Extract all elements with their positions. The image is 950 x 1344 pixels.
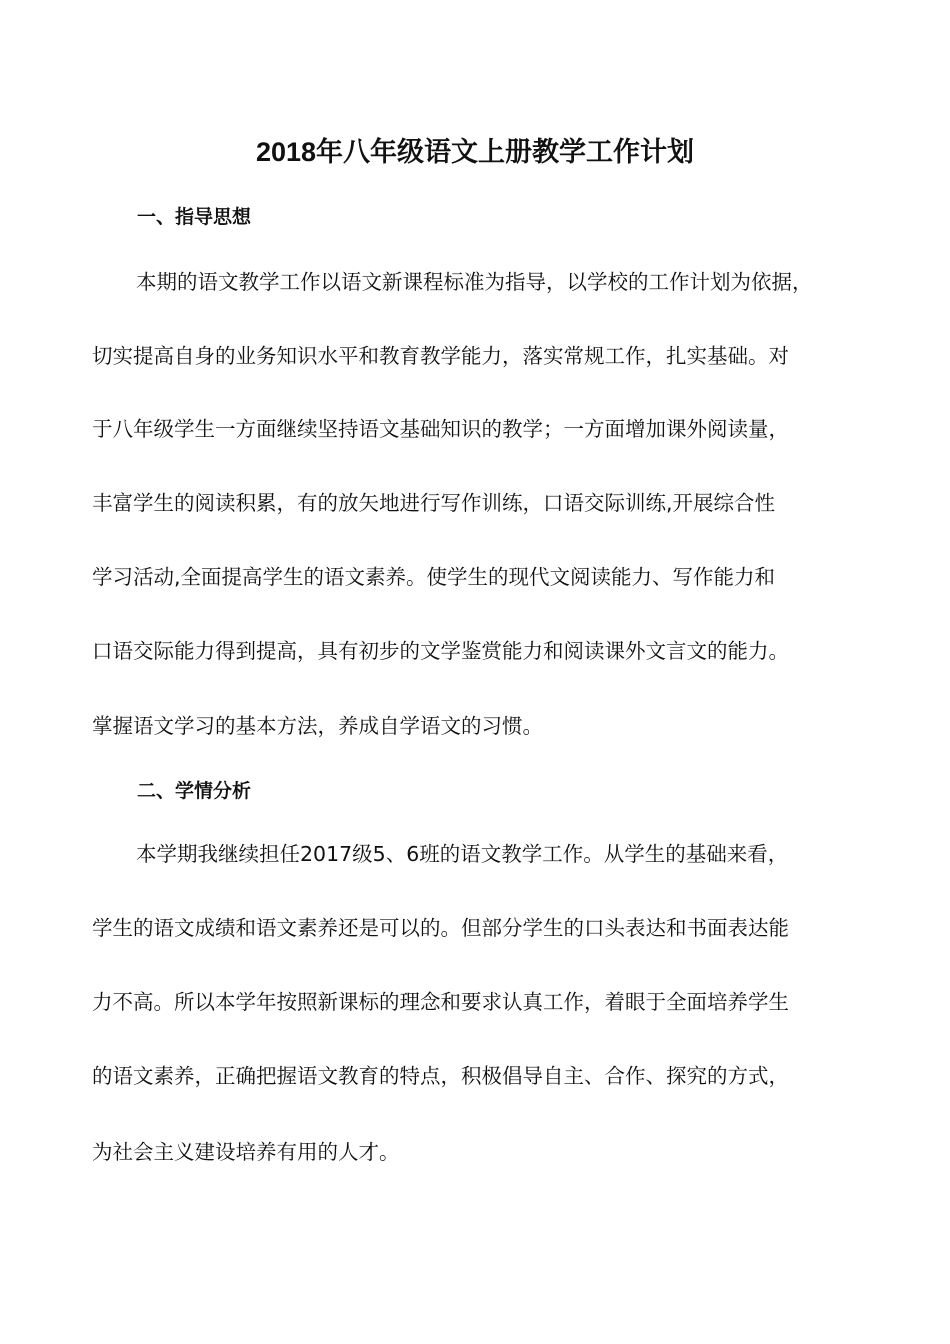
paragraph-line: 本学期我继续担任2017级5、6班的语文教学工作。从学生的基础来看，	[136, 842, 789, 866]
paragraph-line: 丰富学生的阅读积累，有的放矢地进行写作训练，口语交际训练,开展综合性	[92, 491, 776, 515]
paragraph-line: 为社会主义建设培养有用的人才。	[92, 1140, 400, 1164]
paragraph-line: 口语交际能力得到提高，具有初步的文学鉴赏能力和阅读课外文言文的能力。	[92, 639, 789, 663]
section-heading: 一、指导思想	[137, 206, 252, 228]
paragraph-line: 于八年级学生一方面继续坚持语文基础知识的教学；一方面增加课外阅读量，	[92, 417, 789, 441]
paragraph-line: 掌握语文学习的基本方法，养成自学语文的习惯。	[92, 714, 543, 738]
paragraph-line: 力不高。所以本学年按照新课标的理念和要求认真工作，着眼于全面培养学生	[92, 990, 789, 1014]
section-heading: 二、学情分析	[137, 780, 252, 802]
document-title: 2018年八年级语文上册教学工作计划	[255, 137, 695, 167]
paragraph-line: 学习活动,全面提高学生的语文素养。使学生的现代文阅读能力、写作能力和	[92, 565, 776, 589]
paragraph-line: 的语文素养，正确把握语文教育的特点，积极倡导自主、合作、探究的方式，	[92, 1064, 789, 1088]
paragraph-line: 切实提高自身的业务知识水平和教育教学能力，落实常规工作，扎实基础。对	[92, 344, 789, 368]
paragraph-line: 本期的语文教学工作以语文新课程标准为指导，以学校的工作计划为依据，	[136, 270, 813, 294]
paragraph-line: 学生的语文成绩和语文素养还是可以的。但部分学生的口头表达和书面表达能	[92, 916, 789, 940]
